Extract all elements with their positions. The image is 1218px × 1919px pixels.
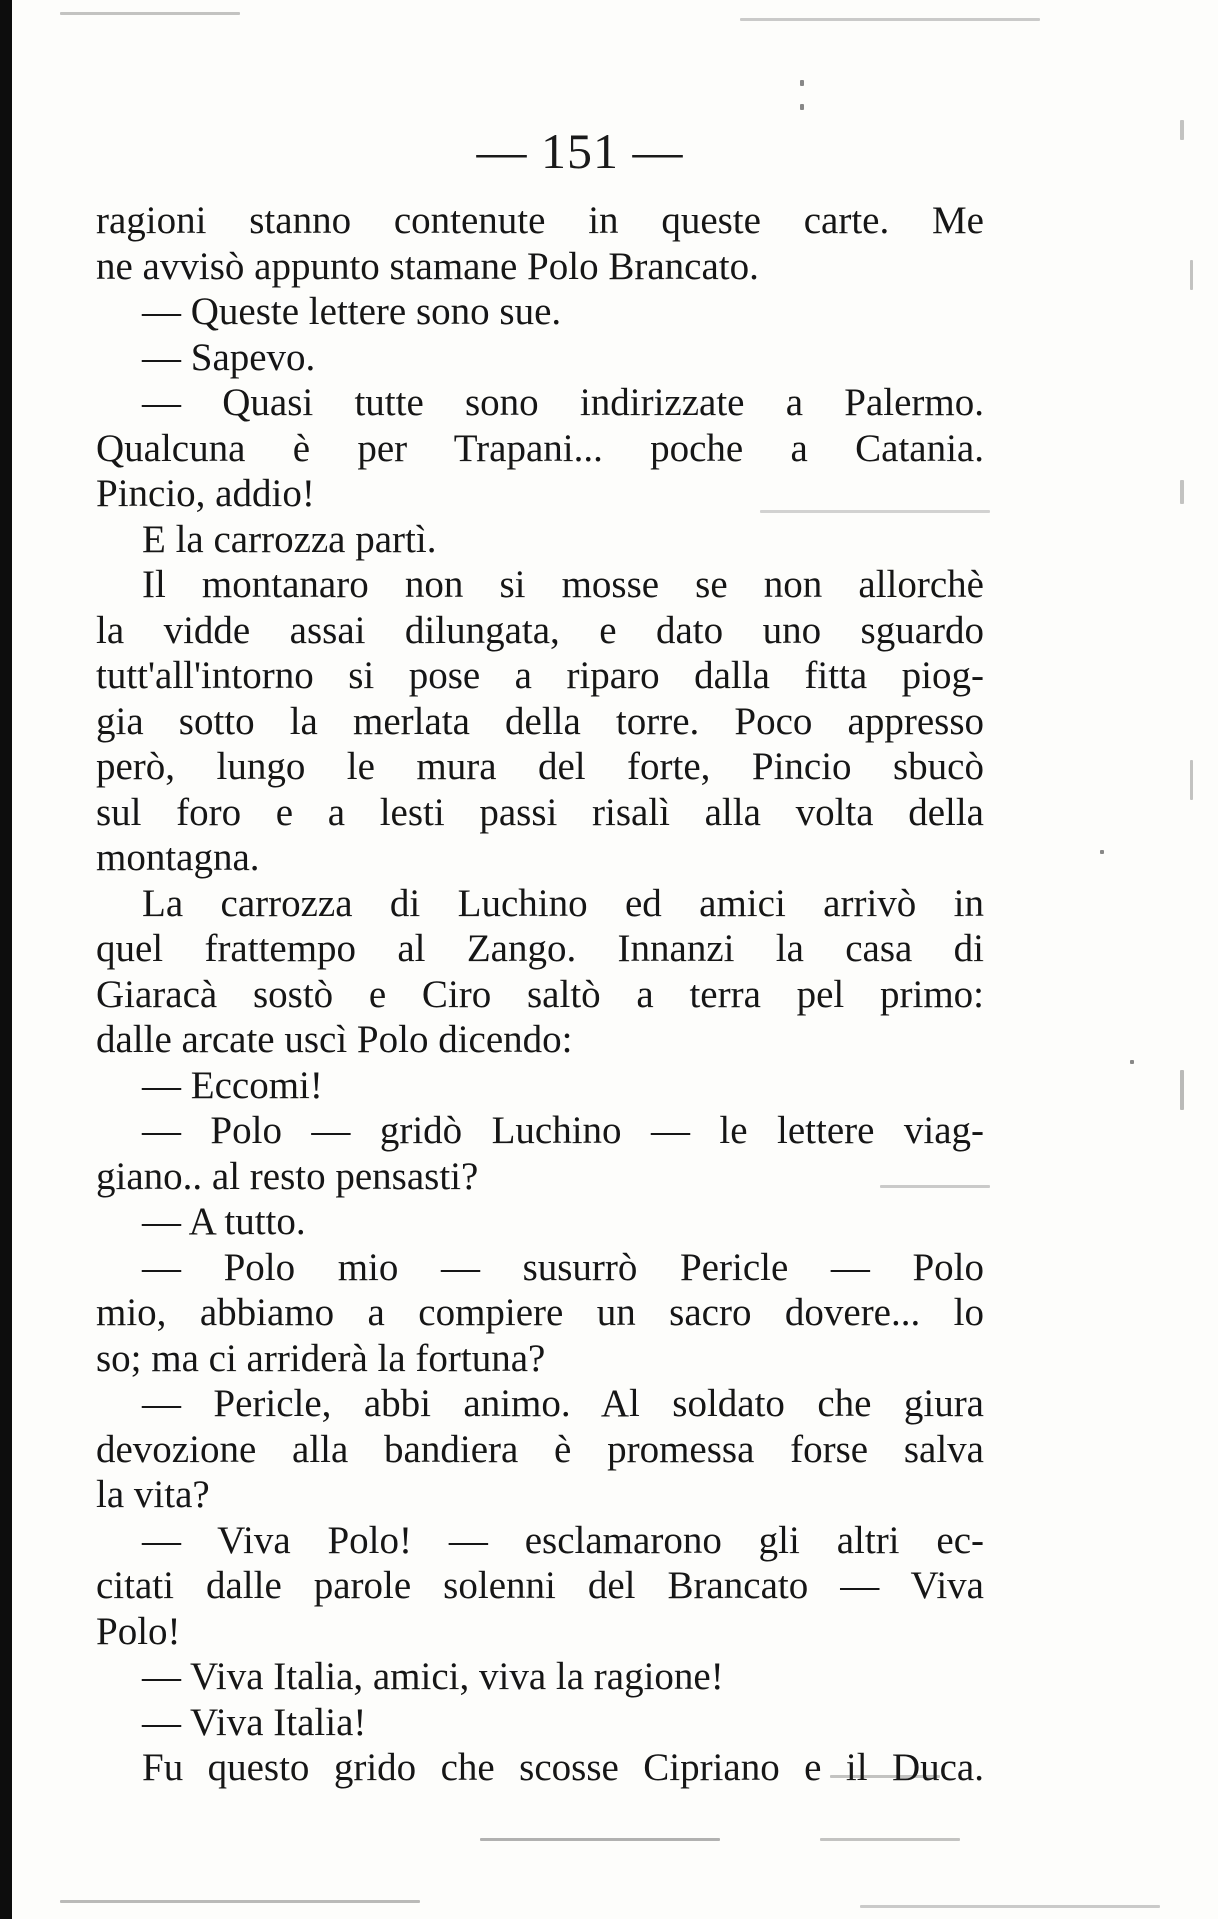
text-line: ne avvisò appunto stamane Polo Brancato. [96,244,759,288]
scan-speck [1190,260,1193,290]
scan-speck [800,104,804,110]
text-line: Il montanaro non si mosse se non allorchè [142,563,984,606]
scan-speck [800,80,804,86]
text-line: — Viva Polo! — esclamarono gli altri ec- [142,1518,984,1562]
text-line: gia sotto la merlata della torre. Poco appresso [96,699,984,743]
page-binding-edge [0,0,12,1919]
text-line: — Eccomi! [142,1063,323,1107]
scan-speck [480,1838,720,1841]
text-line: Fu questo grido che scosse Cipriano e il Duca. [142,1746,984,1789]
scan-speck [1130,1060,1134,1064]
scan-speck [1180,480,1184,504]
page-number: — 151 — [476,123,684,179]
text-line: — Queste lettere sono sue. [142,290,562,333]
text-line: tutt'all'intorno si pose a riparo dalla fitta piog- [96,654,984,697]
text-line: — Viva Italia, amici, viva la ragione! [142,1655,724,1698]
scan-speck [1100,850,1104,854]
text-line: la vita? [96,1473,210,1516]
scan-speck [60,12,240,15]
text-line: giano.. al resto pensasti? [96,1154,479,1198]
text-line: Qualcuna è per Trapani... poche a Catania. [96,426,984,470]
text-line: — A tutto. [142,1200,306,1243]
scan-speck [740,18,1040,21]
text-line: La carrozza di Luchino ed amici arrivò in [142,881,984,925]
text-line: Pincio, addio! [96,472,315,515]
text-line: devozione alla bandiera è promessa forse salva [96,1427,984,1471]
scan-speck [1180,120,1184,140]
text-line: E la carrozza partì. [142,517,437,561]
text-line: però, lungo le mura del forte, Pincio sbucò [96,745,984,788]
body-text [96,198,984,1791]
text-line: dalle arcate uscì Polo dicendo: [96,1018,573,1061]
scan-speck [60,1900,420,1903]
text-line: Giaracà sostò e Ciro saltò a terra pel primo: [96,972,984,1016]
text-line: — Pericle, abbi animo. Al soldato che giura [142,1382,984,1425]
text-line: montagna. [96,836,260,879]
text-line: so; ma ci arriderà la fortuna? [96,1336,546,1380]
text-line: — Sapevo. [142,335,316,379]
scan-speck [860,1905,1160,1908]
scan-speck [1180,1070,1184,1110]
text-line: la vidde assai dilungata, e dato uno sguardo [96,608,984,652]
scan-speck [820,1838,960,1841]
scan-speck [1190,760,1193,800]
text-line: — Quasi tutte sono indirizzate a Palermo. [142,381,984,424]
text-line: Polo! [96,1609,181,1653]
text-line: citati dalle parole solenni del Brancato — Viva [96,1564,984,1607]
text-line: — Polo — gridò Luchino — le lettere viag- [142,1109,984,1152]
text-line: mio, abbiamo a compiere un sacro dovere... lo [96,1291,984,1334]
text-line: — Polo mio — susurrò Pericle — Polo [142,1245,984,1289]
text-line: — Viva Italia! [142,1700,367,1744]
text-line: ragioni stanno contenute in queste carte. Me [96,199,984,242]
text-line: quel frattempo al Zango. Innanzi la casa di [96,927,984,970]
text-line: sul foro e a lesti passi risalì alla volta della [96,790,984,834]
